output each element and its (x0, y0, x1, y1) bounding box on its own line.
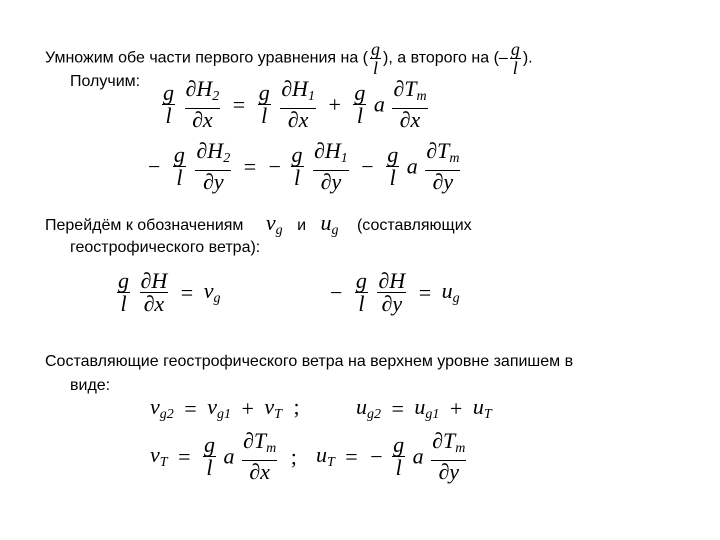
line3-start: Перейдём к обозначениям (45, 217, 244, 234)
fraction-g-over-l: $\frac{g}{l}$ (371, 39, 381, 78)
frac-dH-dy: $\frac{\partial H}{\partial y}$ (378, 268, 406, 316)
text-line-5: Составляющие геострофического ветра на верхнем уровне запишем в (45, 353, 574, 370)
frac-dH1-dy: $\frac{\partial H_1}{\partial y}$ (314, 138, 348, 194)
equation-3: $\frac{g}{l}$ $\frac{\partial H}{\partial x}$ = $v_g$ (118, 268, 221, 316)
frac-g-l: $\frac{g}{l}$ (163, 80, 174, 128)
text-line-3: Перейдём к обозначениям $v_g$ и $u_g$ (составляющих (45, 210, 472, 238)
equation-1: $\frac{g}{l}$ $\frac{\partial H_2}{\partial x}$ = $\frac{g}{l}$ $\frac{\partial H_1}{\partial x}$ + $\frac{g}{l}$ a $\frac{\partial T_m}{\partial x}$ (163, 76, 427, 132)
equation-7: $v_T$ = $\frac{g}{l}$ a $\frac{\partial T_m}{\partial x}$ ; (150, 428, 297, 484)
symbol-ug: $u_g$ (320, 210, 339, 238)
frac-dTm-dx: $\frac{\partial T_m}{\partial x}$ (393, 76, 427, 132)
equation-4: − $\frac{g}{l}$ $\frac{\partial H}{\partial y}$ = $u_g$ (330, 268, 460, 316)
frac-dH2-dy: $\frac{\partial H_2}{\partial y}$ (196, 138, 231, 194)
equation-6: $u_{g2} = u_{g1} + u_T$ (356, 394, 492, 422)
text-line-2: Получим: (70, 73, 141, 90)
equation-2: − $\frac{g}{l}$ $\frac{\partial H_2}{\partial y}$ = − $\frac{g}{l}$ $\frac{\partial H_1}{\partial y}$ − $\frac{g}{l}$ a $\frac{\partial T_m}{\partial y}$ (148, 138, 460, 194)
line1-start: Умножим обе части первого уравнения на ( (45, 49, 369, 67)
symbol-vg: $v_g$ (265, 210, 283, 238)
frac-dH2-dx: $\frac{\partial H_2}{\partial x}$ (185, 76, 220, 132)
line1-mid: ), а второго на (– (383, 49, 508, 67)
fraction-g-over-l-2: $\frac{g}{l}$ (510, 39, 520, 78)
text-line-4: геострофического ветра): (70, 239, 261, 256)
frac-dTm-dy-2: $\frac{\partial T_m}{\partial y}$ (432, 428, 466, 484)
frac-dH-dx: $\frac{\partial H}{\partial x}$ (140, 268, 168, 316)
text-line-6: виде: (70, 377, 111, 394)
equation-8: $u_T$ = − $\frac{g}{l}$ a $\frac{\partial T_m}{\partial y}$ (316, 428, 466, 484)
frac-dTm-dy: $\frac{\partial T_m}{\partial y}$ (426, 138, 460, 194)
line1-end: ). (522, 49, 533, 67)
equation-5: $v_{g2} = v_{g1} + v_T$ ; (150, 394, 300, 422)
frac-dTm-dx-2: $\frac{\partial T_m}{\partial x}$ (242, 428, 277, 484)
frac-dH1-dx: $\frac{\partial H_1}{\partial x}$ (281, 76, 315, 132)
